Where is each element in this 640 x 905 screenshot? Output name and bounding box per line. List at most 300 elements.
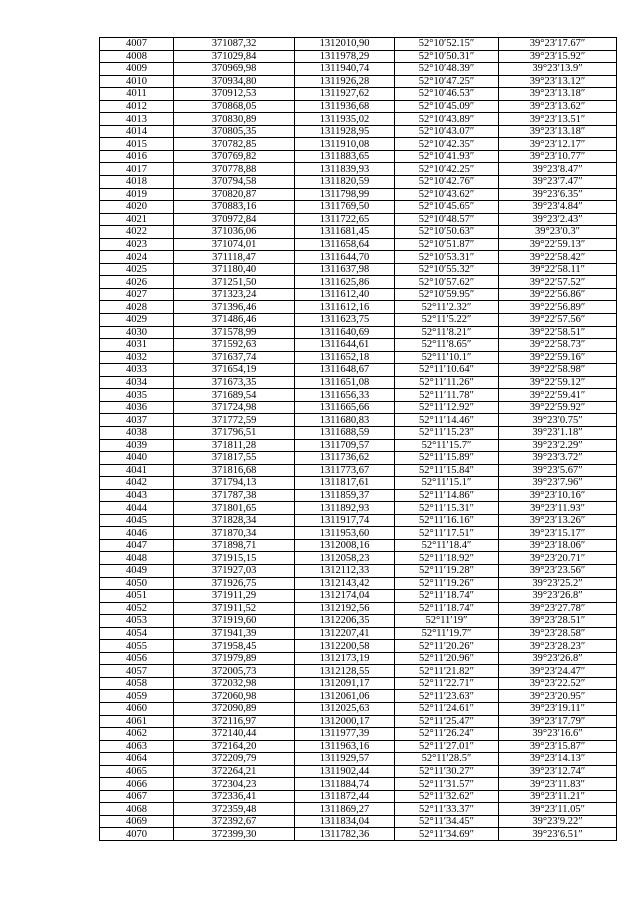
latitude-cell: 52°11′19.26″ (395, 577, 499, 590)
longitude-cell: 39°23′12.74″ (499, 765, 617, 778)
point-number-cell: 4050 (100, 577, 174, 590)
longitude-cell: 39°23′23.56″ (499, 564, 617, 577)
point-number-cell: 4059 (100, 690, 174, 703)
y-coordinate-cell: 1312206,35 (295, 615, 395, 628)
longitude-cell: 39°23′9.22″ (499, 815, 617, 828)
point-number-cell: 4042 (100, 477, 174, 490)
y-coordinate-cell: 1311623,75 (295, 314, 395, 327)
table-row (100, 339, 617, 352)
table-row (100, 690, 617, 703)
y-coordinate-cell: 1311652,18 (295, 351, 395, 364)
longitude-cell: 39°22′58.11″ (499, 263, 617, 276)
y-coordinate-cell: 1311798,99 (295, 188, 395, 201)
x-coordinate-cell: 372304,23 (174, 778, 295, 791)
x-coordinate-cell: 370934,80 (174, 75, 295, 88)
point-number-cell: 4051 (100, 590, 174, 603)
point-number-cell: 4017 (100, 163, 174, 176)
latitude-cell: 52°11′18.74″ (395, 590, 499, 603)
x-coordinate-cell: 372116,97 (174, 715, 295, 728)
longitude-cell: 39°23′26.8″ (499, 652, 617, 665)
longitude-cell: 39°22′58.98″ (499, 364, 617, 377)
y-coordinate-cell: 1312173,19 (295, 652, 395, 665)
point-number-cell: 4027 (100, 288, 174, 301)
table-row (100, 514, 617, 527)
table-row (100, 188, 617, 201)
longitude-cell: 39°23′25.2″ (499, 577, 617, 590)
x-coordinate-cell: 371180,40 (174, 263, 295, 276)
table-row (100, 803, 617, 816)
longitude-cell: 39°23′7.96″ (499, 477, 617, 490)
longitude-cell: 39°23′1.18″ (499, 426, 617, 439)
x-coordinate-cell: 371911,52 (174, 602, 295, 615)
y-coordinate-cell: 1312143,42 (295, 577, 395, 590)
y-coordinate-cell: 1311681,45 (295, 226, 395, 239)
x-coordinate-cell: 371787,38 (174, 489, 295, 502)
y-coordinate-cell: 1311722,65 (295, 213, 395, 226)
y-coordinate-cell: 1311817,61 (295, 477, 395, 490)
latitude-cell: 52°10′48.57″ (395, 213, 499, 226)
table-row (100, 226, 617, 239)
longitude-cell: 39°23′20.71″ (499, 552, 617, 565)
latitude-cell: 52°11′19″ (395, 615, 499, 628)
table-row (100, 665, 617, 678)
x-coordinate-cell: 371323,24 (174, 288, 295, 301)
point-number-cell: 4032 (100, 351, 174, 364)
x-coordinate-cell: 370769,82 (174, 150, 295, 163)
table-row (100, 364, 617, 377)
longitude-cell: 39°23′17.79″ (499, 715, 617, 728)
table-row (100, 677, 617, 690)
point-number-cell: 4023 (100, 238, 174, 251)
table-row (100, 489, 617, 502)
point-number-cell: 4061 (100, 715, 174, 728)
point-number-cell: 4010 (100, 75, 174, 88)
table-row (100, 502, 617, 515)
x-coordinate-cell: 371036,06 (174, 226, 295, 239)
longitude-cell: 39°23′7.47″ (499, 176, 617, 189)
y-coordinate-cell: 1312058,23 (295, 552, 395, 565)
point-number-cell: 4048 (100, 552, 174, 565)
x-coordinate-cell: 372336,41 (174, 790, 295, 803)
x-coordinate-cell: 371118,47 (174, 251, 295, 264)
point-number-cell: 4047 (100, 539, 174, 552)
y-coordinate-cell: 1311709,57 (295, 439, 395, 452)
latitude-cell: 52°11′8.21″ (395, 326, 499, 339)
point-number-cell: 4022 (100, 226, 174, 239)
x-coordinate-cell: 371396,46 (174, 301, 295, 314)
longitude-cell: 39°22′59.13″ (499, 238, 617, 251)
latitude-cell: 52°11′15.7″ (395, 439, 499, 452)
latitude-cell: 52°11′30.27″ (395, 765, 499, 778)
latitude-cell: 52°11′15.84″ (395, 464, 499, 477)
point-number-cell: 4068 (100, 803, 174, 816)
point-number-cell: 4040 (100, 452, 174, 465)
x-coordinate-cell: 370805,35 (174, 125, 295, 138)
x-coordinate-cell: 371817,55 (174, 452, 295, 465)
latitude-cell: 52°10′47.25″ (395, 75, 499, 88)
x-coordinate-cell: 371087,32 (174, 38, 295, 51)
y-coordinate-cell: 1311736,62 (295, 452, 395, 465)
longitude-cell: 39°23′6.35″ (499, 188, 617, 201)
latitude-cell: 52°10′42.25″ (395, 163, 499, 176)
x-coordinate-cell: 371794,13 (174, 477, 295, 490)
x-coordinate-cell: 371796,51 (174, 426, 295, 439)
longitude-cell: 39°23′4.84″ (499, 201, 617, 214)
y-coordinate-cell: 1312008,16 (295, 539, 395, 552)
table-row (100, 138, 617, 151)
y-coordinate-cell: 1311688,59 (295, 426, 395, 439)
table-row (100, 376, 617, 389)
point-number-cell: 4026 (100, 276, 174, 289)
y-coordinate-cell: 1311892,93 (295, 502, 395, 515)
point-number-cell: 4070 (100, 828, 174, 841)
table-row (100, 150, 617, 163)
table-row (100, 389, 617, 402)
x-coordinate-cell: 371915,15 (174, 552, 295, 565)
latitude-cell: 52°11′21.82″ (395, 665, 499, 678)
latitude-cell: 52°10′59.95″ (395, 288, 499, 301)
longitude-cell: 39°23′11.05″ (499, 803, 617, 816)
x-coordinate-cell: 371919,60 (174, 615, 295, 628)
x-coordinate-cell: 372140,44 (174, 728, 295, 741)
latitude-cell: 52°11′8.65″ (395, 339, 499, 352)
y-coordinate-cell: 1311936,68 (295, 100, 395, 113)
y-coordinate-cell: 1311644,70 (295, 251, 395, 264)
y-coordinate-cell: 1311929,57 (295, 753, 395, 766)
latitude-cell: 52°10′57.62″ (395, 276, 499, 289)
table-row (100, 728, 617, 741)
point-number-cell: 4067 (100, 790, 174, 803)
latitude-cell: 52°11′19.28″ (395, 564, 499, 577)
longitude-cell: 39°23′3.72″ (499, 452, 617, 465)
x-coordinate-cell: 370912,53 (174, 88, 295, 101)
y-coordinate-cell: 1311651,08 (295, 376, 395, 389)
point-number-cell: 4038 (100, 426, 174, 439)
y-coordinate-cell: 1311839,93 (295, 163, 395, 176)
y-coordinate-cell: 1311935,02 (295, 113, 395, 126)
y-coordinate-cell: 1312112,33 (295, 564, 395, 577)
table-row (100, 753, 617, 766)
table-row (100, 652, 617, 665)
point-number-cell: 4036 (100, 401, 174, 414)
y-coordinate-cell: 1311940,74 (295, 63, 395, 76)
y-coordinate-cell: 1311869,27 (295, 803, 395, 816)
table-row (100, 815, 617, 828)
table-row (100, 288, 617, 301)
latitude-cell: 52°11′34.45″ (395, 815, 499, 828)
point-number-cell: 4064 (100, 753, 174, 766)
table-row (100, 590, 617, 603)
table-row (100, 75, 617, 88)
x-coordinate-cell: 371941,39 (174, 627, 295, 640)
point-number-cell: 4063 (100, 740, 174, 753)
latitude-cell: 52°11′22.71″ (395, 677, 499, 690)
table-row (100, 464, 617, 477)
latitude-cell: 52°11′18.92″ (395, 552, 499, 565)
x-coordinate-cell: 371637,74 (174, 351, 295, 364)
point-number-cell: 4041 (100, 464, 174, 477)
y-coordinate-cell: 1311820,59 (295, 176, 395, 189)
longitude-cell: 39°23′27.78″ (499, 602, 617, 615)
latitude-cell: 52°10′46.53″ (395, 88, 499, 101)
y-coordinate-cell: 1311859,37 (295, 489, 395, 502)
y-coordinate-cell: 1311648,67 (295, 364, 395, 377)
latitude-cell: 52°10′50.63″ (395, 226, 499, 239)
latitude-cell: 52°11′10.64″ (395, 364, 499, 377)
y-coordinate-cell: 1311612,16 (295, 301, 395, 314)
x-coordinate-cell: 371926,75 (174, 577, 295, 590)
latitude-cell: 52°11′15.23″ (395, 426, 499, 439)
y-coordinate-cell: 1311640,69 (295, 326, 395, 339)
latitude-cell: 52°11′32.62″ (395, 790, 499, 803)
point-number-cell: 4025 (100, 263, 174, 276)
latitude-cell: 52°11′15.31″ (395, 502, 499, 515)
table-row (100, 552, 617, 565)
longitude-cell: 39°23′10.16″ (499, 489, 617, 502)
latitude-cell: 52°11′15.89″ (395, 452, 499, 465)
point-number-cell: 4024 (100, 251, 174, 264)
longitude-cell: 39°23′13.18″ (499, 88, 617, 101)
longitude-cell: 39°23′5.67″ (499, 464, 617, 477)
point-number-cell: 4065 (100, 765, 174, 778)
x-coordinate-cell: 372005,73 (174, 665, 295, 678)
x-coordinate-cell: 371772,59 (174, 414, 295, 427)
latitude-cell: 52°10′41.93″ (395, 150, 499, 163)
table-row (100, 778, 617, 791)
x-coordinate-cell: 371673,35 (174, 376, 295, 389)
point-number-cell: 4016 (100, 150, 174, 163)
table-row (100, 201, 617, 214)
x-coordinate-cell: 372392,67 (174, 815, 295, 828)
latitude-cell: 52°10′45.65″ (395, 201, 499, 214)
table-row (100, 263, 617, 276)
y-coordinate-cell: 1311910,08 (295, 138, 395, 151)
table-body (100, 38, 617, 841)
longitude-cell: 39°22′56.89″ (499, 301, 617, 314)
table-row (100, 539, 617, 552)
x-coordinate-cell: 371074,01 (174, 238, 295, 251)
longitude-cell: 39°23′2.29″ (499, 439, 617, 452)
table-row (100, 163, 617, 176)
table-row (100, 326, 617, 339)
x-coordinate-cell: 371811,28 (174, 439, 295, 452)
x-coordinate-cell: 372032,98 (174, 677, 295, 690)
y-coordinate-cell: 1311953,60 (295, 527, 395, 540)
y-coordinate-cell: 1311644,61 (295, 339, 395, 352)
longitude-cell: 39°22′59.41″ (499, 389, 617, 402)
x-coordinate-cell: 371898,71 (174, 539, 295, 552)
longitude-cell: 39°22′59.12″ (499, 376, 617, 389)
latitude-cell: 52°11′14.86″ (395, 489, 499, 502)
point-number-cell: 4014 (100, 125, 174, 138)
point-number-cell: 4043 (100, 489, 174, 502)
longitude-cell: 39°23′20.95″ (499, 690, 617, 703)
x-coordinate-cell: 371801,65 (174, 502, 295, 515)
table-row (100, 477, 617, 490)
latitude-cell: 52°11′11.26″ (395, 376, 499, 389)
point-number-cell: 4056 (100, 652, 174, 665)
longitude-cell: 39°22′58.73″ (499, 339, 617, 352)
table-row (100, 88, 617, 101)
table-row (100, 790, 617, 803)
x-coordinate-cell: 372164,20 (174, 740, 295, 753)
point-number-cell: 4066 (100, 778, 174, 791)
table-row (100, 125, 617, 138)
point-number-cell: 4052 (100, 602, 174, 615)
latitude-cell: 52°11′2.32″ (395, 301, 499, 314)
y-coordinate-cell: 1311773,67 (295, 464, 395, 477)
latitude-cell: 52°11′25.47″ (395, 715, 499, 728)
x-coordinate-cell: 371029,84 (174, 50, 295, 63)
longitude-cell: 39°23′11.83″ (499, 778, 617, 791)
latitude-cell: 52°11′26.24″ (395, 728, 499, 741)
longitude-cell: 39°23′17.67″ (499, 38, 617, 51)
table-row (100, 38, 617, 51)
y-coordinate-cell: 1311658,64 (295, 238, 395, 251)
longitude-cell: 39°23′13.18″ (499, 125, 617, 138)
point-number-cell: 4035 (100, 389, 174, 402)
table-row (100, 765, 617, 778)
table-row (100, 426, 617, 439)
longitude-cell: 39°22′57.52″ (499, 276, 617, 289)
point-number-cell: 4007 (100, 38, 174, 51)
longitude-cell: 39°23′2.43″ (499, 213, 617, 226)
point-number-cell: 4008 (100, 50, 174, 63)
x-coordinate-cell: 371724,98 (174, 401, 295, 414)
point-number-cell: 4033 (100, 364, 174, 377)
latitude-cell: 52°11′18.4″ (395, 539, 499, 552)
table-row (100, 113, 617, 126)
table-row (100, 715, 617, 728)
longitude-cell: 39°23′13.9″ (499, 63, 617, 76)
table-row (100, 452, 617, 465)
point-number-cell: 4012 (100, 100, 174, 113)
table-row (100, 414, 617, 427)
latitude-cell: 52°11′27.01″ (395, 740, 499, 753)
latitude-cell: 52°10′42.76″ (395, 176, 499, 189)
longitude-cell: 39°23′28.58″ (499, 627, 617, 640)
x-coordinate-cell: 372264,21 (174, 765, 295, 778)
longitude-cell: 39°23′13.51″ (499, 113, 617, 126)
longitude-cell: 39°23′11.21″ (499, 790, 617, 803)
point-number-cell: 4030 (100, 326, 174, 339)
table-row (100, 351, 617, 364)
point-number-cell: 4054 (100, 627, 174, 640)
y-coordinate-cell: 1311926,28 (295, 75, 395, 88)
x-coordinate-cell: 371816,68 (174, 464, 295, 477)
table-row (100, 251, 617, 264)
table-row (100, 314, 617, 327)
y-coordinate-cell: 1311928,95 (295, 125, 395, 138)
x-coordinate-cell: 372090,89 (174, 702, 295, 715)
x-coordinate-cell: 371251,50 (174, 276, 295, 289)
y-coordinate-cell: 1311834,04 (295, 815, 395, 828)
x-coordinate-cell: 371578,99 (174, 326, 295, 339)
latitude-cell: 52°11′24.61″ (395, 702, 499, 715)
latitude-cell: 52°10′53.31″ (395, 251, 499, 264)
point-number-cell: 4044 (100, 502, 174, 515)
longitude-cell: 39°23′13.26″ (499, 514, 617, 527)
y-coordinate-cell: 1311665,66 (295, 401, 395, 414)
x-coordinate-cell: 372209,79 (174, 753, 295, 766)
longitude-cell: 39°22′57.56″ (499, 314, 617, 327)
table-row (100, 564, 617, 577)
latitude-cell: 52°11′12.92″ (395, 401, 499, 414)
y-coordinate-cell: 1312000,17 (295, 715, 395, 728)
y-coordinate-cell: 1311884,74 (295, 778, 395, 791)
latitude-cell: 52°10′45.09″ (395, 100, 499, 113)
table-row (100, 577, 617, 590)
table-row (100, 702, 617, 715)
longitude-cell: 39°23′28.51″ (499, 615, 617, 628)
x-coordinate-cell: 371958,45 (174, 640, 295, 653)
point-number-cell: 4037 (100, 414, 174, 427)
table-row (100, 527, 617, 540)
latitude-cell: 52°11′15.1″ (395, 477, 499, 490)
x-coordinate-cell: 370778,88 (174, 163, 295, 176)
table-row (100, 213, 617, 226)
longitude-cell: 39°23′8.47″ (499, 163, 617, 176)
x-coordinate-cell: 371486,46 (174, 314, 295, 327)
table-row (100, 439, 617, 452)
point-number-cell: 4031 (100, 339, 174, 352)
latitude-cell: 52°11′33.37″ (395, 803, 499, 816)
x-coordinate-cell: 370883,16 (174, 201, 295, 214)
point-number-cell: 4039 (100, 439, 174, 452)
x-coordinate-cell: 372060,98 (174, 690, 295, 703)
longitude-cell: 39°23′15.92″ (499, 50, 617, 63)
x-coordinate-cell: 372359,48 (174, 803, 295, 816)
longitude-cell: 39°22′58.42″ (499, 251, 617, 264)
longitude-cell: 39°23′19.11″ (499, 702, 617, 715)
y-coordinate-cell: 1312025,63 (295, 702, 395, 715)
table-row (100, 238, 617, 251)
table-row (100, 50, 617, 63)
point-number-cell: 4069 (100, 815, 174, 828)
longitude-cell: 39°23′12.17″ (499, 138, 617, 151)
table-row (100, 100, 617, 113)
longitude-cell: 39°23′18.06″ (499, 539, 617, 552)
x-coordinate-cell: 370830,89 (174, 113, 295, 126)
latitude-cell: 52°10′43.62″ (395, 188, 499, 201)
table-row (100, 276, 617, 289)
point-number-cell: 4018 (100, 176, 174, 189)
point-number-cell: 4057 (100, 665, 174, 678)
longitude-cell: 39°23′13.12″ (499, 75, 617, 88)
longitude-cell: 39°23′26.8″ (499, 590, 617, 603)
y-coordinate-cell: 1311612,40 (295, 288, 395, 301)
latitude-cell: 52°11′23.63″ (395, 690, 499, 703)
coordinate-table (99, 37, 617, 841)
point-number-cell: 4019 (100, 188, 174, 201)
y-coordinate-cell: 1311625,86 (295, 276, 395, 289)
longitude-cell: 39°23′24.47″ (499, 665, 617, 678)
point-number-cell: 4049 (100, 564, 174, 577)
latitude-cell: 52°10′48.39″ (395, 63, 499, 76)
latitude-cell: 52°11′34.69″ (395, 828, 499, 841)
longitude-cell: 39°22′59.16″ (499, 351, 617, 364)
y-coordinate-cell: 1311769,50 (295, 201, 395, 214)
longitude-cell: 39°23′28.23″ (499, 640, 617, 653)
longitude-cell: 39°23′16.6″ (499, 728, 617, 741)
point-number-cell: 4053 (100, 615, 174, 628)
longitude-cell: 39°23′13.62″ (499, 100, 617, 113)
latitude-cell: 52°11′10.1″ (395, 351, 499, 364)
y-coordinate-cell: 1312200,58 (295, 640, 395, 653)
point-number-cell: 4028 (100, 301, 174, 314)
y-coordinate-cell: 1311917,74 (295, 514, 395, 527)
latitude-cell: 52°10′51.87″ (395, 238, 499, 251)
